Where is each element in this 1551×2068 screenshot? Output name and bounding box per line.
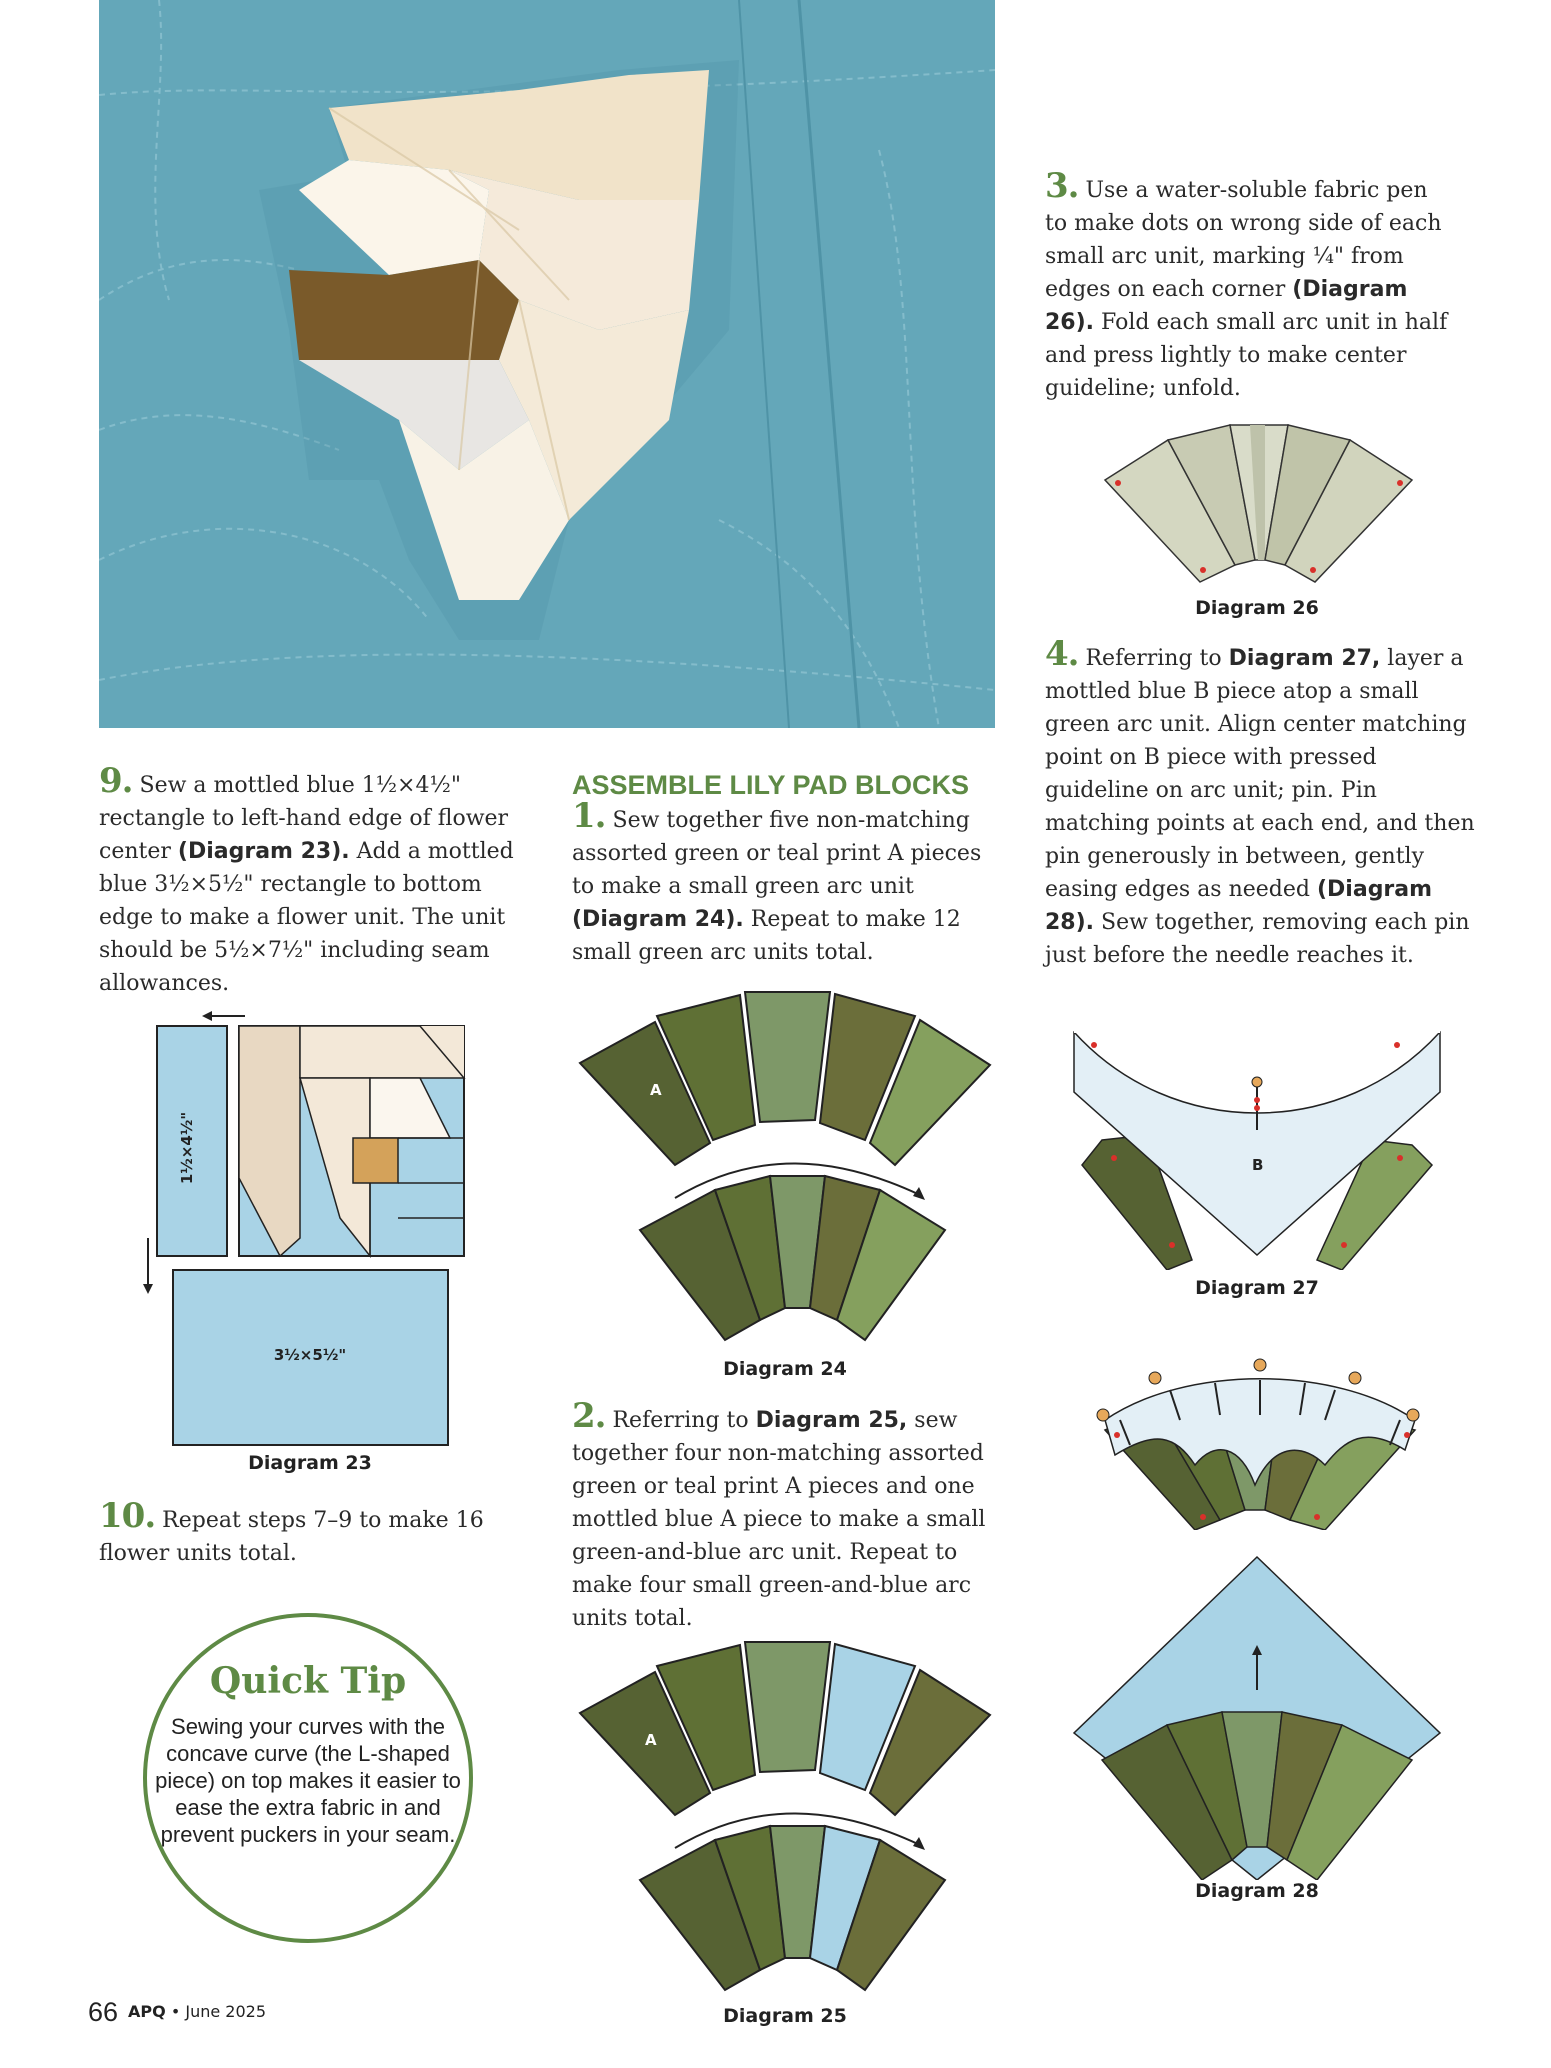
piece-a-label: A xyxy=(650,1081,662,1099)
step-text: Repeat steps 7–9 to make 16 flower units total. xyxy=(99,1508,484,1566)
step-text: Sew together five non-matching assorted green or teal print A pieces to make a small green arc unit xyxy=(572,808,982,899)
diagram-24 xyxy=(575,980,995,1360)
step-number: 4. xyxy=(1045,634,1079,674)
step-number: 1. xyxy=(572,796,606,836)
step-bold: Diagram 25, xyxy=(755,1408,908,1433)
diagram-27 xyxy=(1072,1030,1442,1270)
diagram-26 xyxy=(1100,420,1415,585)
step-10 xyxy=(99,1496,519,1570)
caption-diagram-26: Diagram 26 xyxy=(1195,597,1319,619)
step-bold: (Diagram 24). xyxy=(572,907,744,932)
diagram-25 xyxy=(575,1630,995,2005)
quick-tip-title: Quick Tip xyxy=(209,1660,407,1702)
step-bold: (Diagram 23). xyxy=(177,839,350,864)
step-text: sew together four non-matching assorted green or teal print A pieces and one mottled blue A piece to make a small green-and-blue arc unit. Repeat to make four small green-and-blue arc units total. xyxy=(572,1408,986,1631)
step-1 xyxy=(572,796,992,969)
step-text: Add a mottled blue 3½×5½" rectangle to bottom edge to make a flower unit. The unit should be 5½×7½" including seam allowances. xyxy=(99,839,514,996)
step-number: 9. xyxy=(99,761,133,801)
caption-diagram-25: Diagram 25 xyxy=(723,2005,847,2027)
large-rect-label: 3½×5½" xyxy=(273,1346,347,1364)
step-text: Sew a mottled blue 1½×4½" rectangle to left-hand edge of flower center xyxy=(99,773,509,864)
step-text: Referring to xyxy=(605,1408,756,1433)
pinning-diagram xyxy=(1095,1345,1425,1530)
diagram-28 xyxy=(1072,1555,1442,1880)
quick-tip-body: Sewing your curves with the concave curve (the L-shaped piece) on top makes it easier to ease the extra fabric in and prevent puckers in your seam. xyxy=(155,1714,461,1847)
quilt-block-photo xyxy=(99,0,995,728)
step-4 xyxy=(1045,634,1475,972)
step-text: Referring to xyxy=(1078,646,1229,671)
page-footer xyxy=(88,1997,266,2028)
step-bold: Diagram 27, xyxy=(1228,646,1381,671)
caption-diagram-24: Diagram 24 xyxy=(723,1358,847,1380)
step-3 xyxy=(1045,166,1455,405)
piece-a-label: A xyxy=(645,1731,657,1749)
issue-date: • June 2025 xyxy=(165,2002,267,2021)
step-number: 3. xyxy=(1045,166,1079,206)
step-9 xyxy=(99,761,519,1000)
step-text: layer a mottled blue B piece atop a small green arc unit. Align center matching point on B piece with pressed guideline on arc unit; pin. Pin matching points at each end, and then pin generously in between, gently easing edges as needed xyxy=(1045,646,1475,902)
step-number: 10. xyxy=(99,1496,156,1536)
caption-diagram-27: Diagram 27 xyxy=(1195,1277,1319,1299)
magazine-name: APQ xyxy=(128,2002,166,2021)
caption-diagram-28: Diagram 28 xyxy=(1195,1880,1319,1902)
step-number: 2. xyxy=(572,1396,606,1436)
section-heading: ASSEMBLE LILY PAD BLOCKS xyxy=(572,770,970,800)
step-2 xyxy=(572,1396,992,1635)
page-number: 66 xyxy=(88,1997,119,2027)
piece-b-label: B xyxy=(1252,1156,1264,1174)
step-bold: (Diagram 26). xyxy=(1045,277,1408,335)
diagram-23 xyxy=(140,1008,480,1448)
step-text: Repeat to make 12 small green arc units total. xyxy=(572,907,961,965)
small-rect-label: 1½×4½" xyxy=(178,1111,196,1185)
step-text: Sew together, removing each pin just before the needle reaches it. xyxy=(1045,910,1470,968)
step-text: Use a water-soluble fabric pen to make dots on wrong side of each small arc unit, marking ¼" from edges on each corner xyxy=(1045,178,1442,302)
caption-diagram-23: Diagram 23 xyxy=(248,1452,372,1474)
step-bold: (Diagram 28). xyxy=(1045,877,1433,935)
step-text: Fold each small arc unit in half and press lightly to make center guideline; unfold. xyxy=(1045,310,1448,401)
